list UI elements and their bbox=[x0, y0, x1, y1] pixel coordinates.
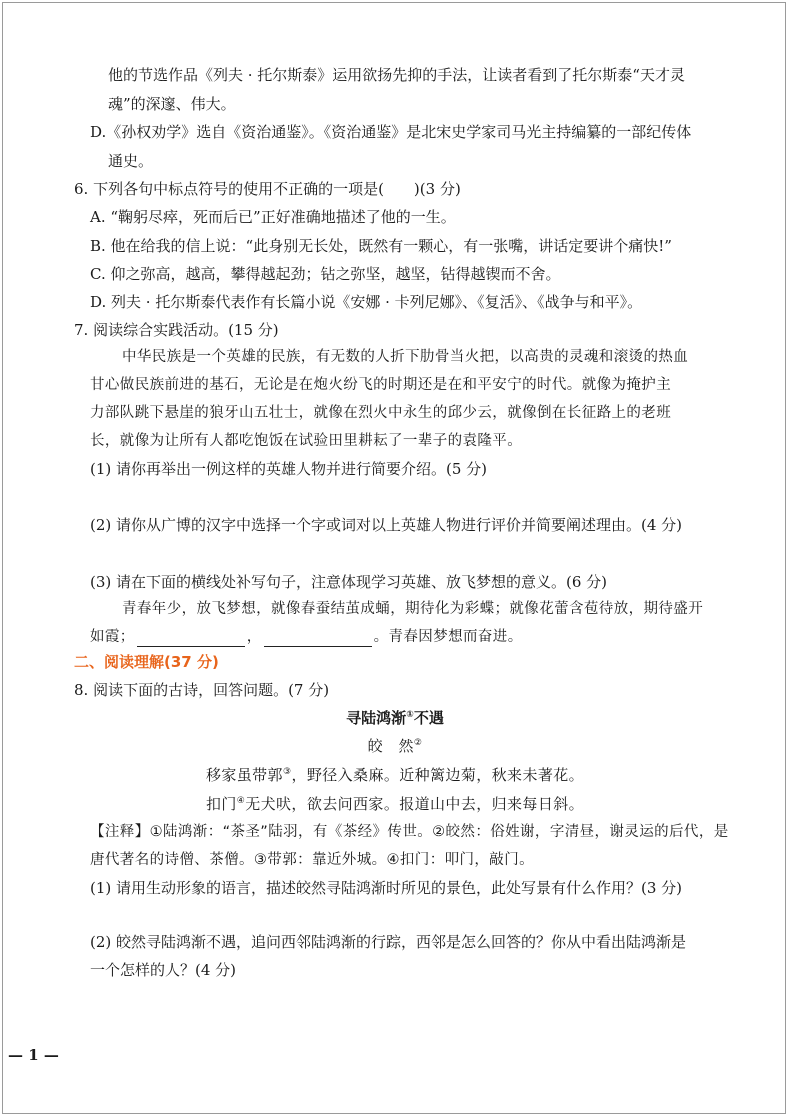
poem-verse-2-note-marker: ④ bbox=[236, 796, 246, 806]
section-2-heading: 二、阅读理解(37 分) bbox=[74, 653, 219, 671]
poem-verse-1-note-marker: ③ bbox=[282, 767, 292, 777]
fill-sentence-line2 bbox=[90, 627, 523, 647]
poem-title-text: 寻陆鸿渐 bbox=[346, 709, 407, 727]
poem-verse-2-start: 扣门 bbox=[205, 795, 237, 813]
poem-verse-1-start: 移家虽带郭 bbox=[205, 766, 283, 784]
option-c-continued-line1: 他的节选作品《列夫 · 托尔斯泰》运用欲扬先抑的手法，让读者看到了托尔斯泰“天才灵 bbox=[108, 66, 685, 84]
poem-verse-2 bbox=[0, 794, 790, 814]
question-7: 7. 阅读综合实践活动。(15 分) bbox=[74, 321, 279, 339]
option-c-continued-line2: 魂”的深邃、伟大。 bbox=[108, 95, 236, 113]
option-d-line1: D.《孙权劝学》选自《资治通鉴》。《资治通鉴》是北宋史学家司马光主持编纂的一部纪传体 bbox=[90, 123, 692, 141]
answer-blank-1[interactable] bbox=[137, 632, 245, 647]
poem-title bbox=[0, 708, 790, 728]
question-7-sub1: (1) 请你再举出一例这样的英雄人物并进行简要介绍。(5 分) bbox=[90, 460, 488, 478]
poem-author-note-marker: ② bbox=[413, 738, 423, 748]
option-d-line2: 通史。 bbox=[108, 152, 154, 170]
question-6-option-d: D. 列夫 · 托尔斯泰代表作有长篇小说《安娜 · 卡列尼娜》、《复活》、《战争与和平》。 bbox=[90, 293, 643, 311]
material-line1: 中华民族是一个英雄的民族，有无数的人折下肋骨当火把，以高贵的灵魂和滚烫的热血 bbox=[122, 349, 689, 365]
question-6-option-b: B. 他在给我的信上说：“此身别无长处，既然有一颗心，有一张嘴，讲话定要讲个痛快!” bbox=[90, 237, 672, 255]
question-6-option-a: A. “鞠躬尽瘁，死而后已”正好准确地描述了他的一生。 bbox=[90, 208, 456, 226]
material-line3: 力部队跳下悬崖的狼牙山五壮士，就像在烈火中永生的邱少云，就像倒在长征路上的老班 bbox=[90, 405, 672, 421]
question-7-sub2: (2) 请你从广博的汉字中选择一个字或词对以上英雄人物进行评价并简要阐述理由。(4 分) bbox=[90, 516, 683, 534]
question-8: 8. 阅读下面的古诗，回答问题。(7 分) bbox=[74, 681, 330, 699]
question-6-option-c: C. 仰之弥高，越高，攀得越起劲；钻之弥坚，越坚，钻得越锲而不舍。 bbox=[90, 265, 561, 283]
question-6: 6. 下列各句中标点符号的使用不正确的一项是( )(3 分) bbox=[74, 180, 461, 198]
fill-sentence-suffix: 。青春因梦想而奋进。 bbox=[373, 629, 523, 645]
material-line2: 甘心做民族前进的基石，无论是在炮火纷飞的时期还是在和平安宁的时代。就像为掩护主 bbox=[90, 377, 672, 393]
poem-author bbox=[0, 736, 790, 756]
page-number: — 1 — bbox=[8, 1046, 59, 1064]
poem-verse-1-end: ，野径入桑麻。近种篱边菊，秋来未著花。 bbox=[291, 766, 585, 784]
poem-verse-2-end: 无犬吠，欲去问西家。报道山中去，归来每日斜。 bbox=[245, 795, 585, 813]
poem-author-name: 皎 然 bbox=[367, 737, 414, 755]
question-8-sub2-line2: 一个怎样的人？(4 分) bbox=[90, 961, 237, 979]
question-7-sub3: (3) 请在下面的横线处补写句子，注意体现学习英雄、放飞梦想的意义。(6 分) bbox=[90, 573, 608, 591]
fill-sentence-line1: 青春年少，放飞梦想，就像春蚕结茧成蛹，期待化为彩蝶；就像花蕾含苞待放，期待盛开 bbox=[122, 601, 704, 617]
fill-sentence-prefix: 如霞； bbox=[90, 629, 135, 645]
material-line4: 长，就像为让所有人都吃饱饭在试验田里耕耘了一辈子的袁隆平。 bbox=[90, 433, 523, 449]
question-8-sub2-line1: (2) 皎然寻陆鸿渐不遇，追问西邻陆鸿渐的行踪，西邻是怎么回答的？你从中看出陆鸿渐是 bbox=[90, 933, 687, 951]
fill-sentence-comma: ， bbox=[246, 629, 262, 645]
answer-blank-2[interactable] bbox=[264, 632, 372, 647]
annotation-line2: 唐代著名的诗僧、茶僧。③带郭：靠近外城。④扣门：叩门，敲门。 bbox=[90, 852, 534, 868]
question-8-sub1: (1) 请用生动形象的语言，描述皎然寻陆鸿渐时所见的景色，此处写景有什么作用？(3 分) bbox=[90, 879, 683, 897]
annotation-line1: 【注释】①陆鸿渐：“茶圣”陆羽，有《茶经》传世。②皎然：俗姓谢，字清昼，谢灵运的后代，是 bbox=[90, 824, 729, 840]
poem-title-end: 不遇 bbox=[413, 709, 444, 727]
poem-title-note-marker: ① bbox=[406, 710, 414, 720]
poem-verse-1 bbox=[0, 765, 790, 785]
